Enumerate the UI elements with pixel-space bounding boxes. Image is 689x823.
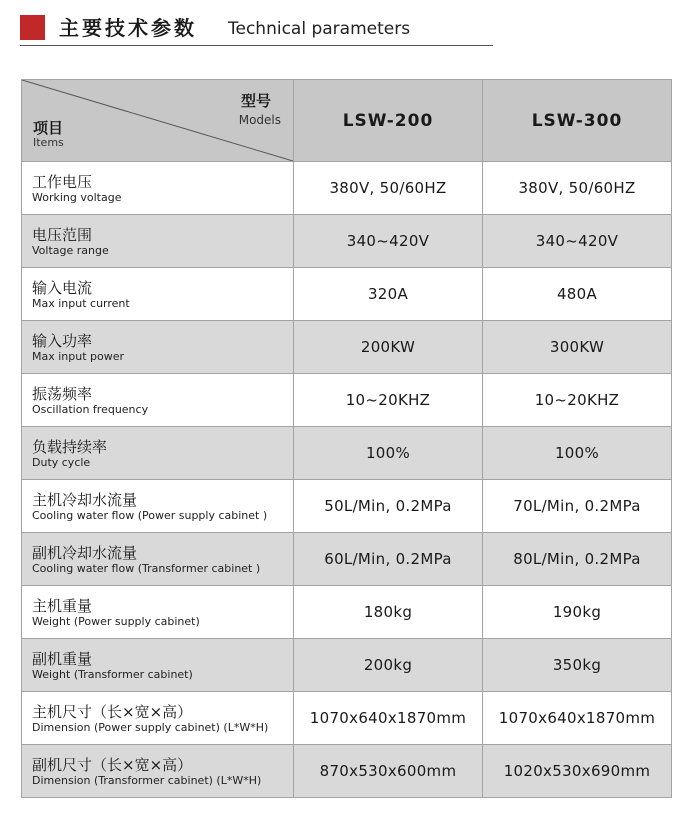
table-row <box>22 586 672 639</box>
header-accent-square <box>20 15 45 40</box>
table-row <box>22 745 672 798</box>
value-cell-lsw-200: 380V, 50/60HZ <box>294 162 483 215</box>
value-cell-lsw-300: 70L/Min, 0.2MPa <box>483 480 672 533</box>
value-cell-lsw-200: 320A <box>294 268 483 321</box>
table-header-row <box>22 80 672 162</box>
row-label-cn: 输入功率 <box>32 331 93 350</box>
row-label-cell <box>22 374 294 427</box>
row-label-cell <box>22 268 294 321</box>
header-divider <box>20 45 493 46</box>
value-cell-lsw-200: 60L/Min, 0.2MPa <box>294 533 483 586</box>
value-cell-lsw-200: 870x530x600mm <box>294 745 483 798</box>
value-cell-lsw-300: 300KW <box>483 321 672 374</box>
row-label-cn: 负载持续率 <box>32 437 108 456</box>
table-row <box>22 215 672 268</box>
row-label-cell <box>22 162 294 215</box>
row-label-en: Cooling water flow (Transformer cabinet ) <box>32 561 261 575</box>
row-label-cn: 主机重量 <box>32 596 93 615</box>
row-label-cell <box>22 533 294 586</box>
row-label-en: Dimension (Power supply cabinet) (L*W*H) <box>32 720 269 734</box>
row-label-cell <box>22 480 294 533</box>
table-row <box>22 268 672 321</box>
row-label-cn: 主机尺寸（长×宽×高） <box>32 702 193 721</box>
row-label-cn: 振荡频率 <box>32 384 93 403</box>
row-label-en: Voltage range <box>32 243 109 257</box>
row-label-cn: 工作电压 <box>32 172 93 191</box>
row-label-cell <box>22 215 294 268</box>
row-label-cn: 副机冷却水流量 <box>32 543 138 562</box>
value-cell-lsw-300: 10~20KHZ <box>483 374 672 427</box>
row-label-en: Dimension (Transformer cabinet) (L*W*H) <box>32 773 262 787</box>
value-cell-lsw-300: 1070x640x1870mm <box>483 692 672 745</box>
value-cell-lsw-200: 1070x640x1870mm <box>294 692 483 745</box>
row-label-en: Working voltage <box>32 190 122 204</box>
row-label-en: Max input power <box>32 349 125 363</box>
corner-header-cell <box>22 80 294 162</box>
row-label-en: Duty cycle <box>32 455 91 469</box>
value-cell-lsw-300: 480A <box>483 268 672 321</box>
row-label-en: Weight (Power supply cabinet) <box>32 614 200 628</box>
row-label-cn: 电压范围 <box>32 225 93 244</box>
row-label-cell <box>22 427 294 480</box>
table-row <box>22 480 672 533</box>
table-row <box>22 427 672 480</box>
table-row <box>22 639 672 692</box>
row-label-cell <box>22 745 294 798</box>
row-label-cell <box>22 586 294 639</box>
row-label-cell <box>22 639 294 692</box>
model-header-lsw-200: LSW-200 <box>294 80 483 162</box>
row-label-en: Oscillation frequency <box>32 402 149 416</box>
row-label-cn: 输入电流 <box>32 278 93 297</box>
row-label-cn: 副机尺寸（长×宽×高） <box>32 755 193 774</box>
value-cell-lsw-200: 200KW <box>294 321 483 374</box>
value-cell-lsw-200: 100% <box>294 427 483 480</box>
row-label-en: Cooling water flow (Power supply cabinet ) <box>32 508 268 522</box>
value-cell-lsw-300: 340~420V <box>483 215 672 268</box>
value-cell-lsw-300: 1020x530x690mm <box>483 745 672 798</box>
value-cell-lsw-200: 200kg <box>294 639 483 692</box>
items-label-en: Items <box>33 136 64 149</box>
table-row <box>22 533 672 586</box>
section-title-en: Technical parameters <box>228 19 411 39</box>
spec-table <box>21 79 672 798</box>
table-row <box>22 692 672 745</box>
value-cell-lsw-300: 380V, 50/60HZ <box>483 162 672 215</box>
model-header-lsw-300: LSW-300 <box>483 80 672 162</box>
table-row <box>22 374 672 427</box>
spec-rows <box>22 162 672 798</box>
section-title-cn: 主要技术参数 <box>59 16 197 40</box>
value-cell-lsw-300: 100% <box>483 427 672 480</box>
table-row <box>22 162 672 215</box>
value-cell-lsw-300: 80L/Min, 0.2MPa <box>483 533 672 586</box>
models-label-en: Models <box>238 113 281 127</box>
row-label-en: Max input current <box>32 296 130 310</box>
value-cell-lsw-200: 50L/Min, 0.2MPa <box>294 480 483 533</box>
row-label-cell <box>22 692 294 745</box>
value-cell-lsw-300: 190kg <box>483 586 672 639</box>
value-cell-lsw-200: 340~420V <box>294 215 483 268</box>
row-label-cn: 副机重量 <box>32 649 93 668</box>
value-cell-lsw-200: 180kg <box>294 586 483 639</box>
value-cell-lsw-200: 10~20KHZ <box>294 374 483 427</box>
row-label-cn: 主机冷却水流量 <box>32 490 138 509</box>
row-label-en: Weight (Transformer cabinet) <box>32 667 193 681</box>
items-label-cn: 项目 <box>33 119 64 137</box>
table-row <box>22 321 672 374</box>
models-label-cn: 型号 <box>240 92 271 110</box>
row-label-cell <box>22 321 294 374</box>
value-cell-lsw-300: 350kg <box>483 639 672 692</box>
